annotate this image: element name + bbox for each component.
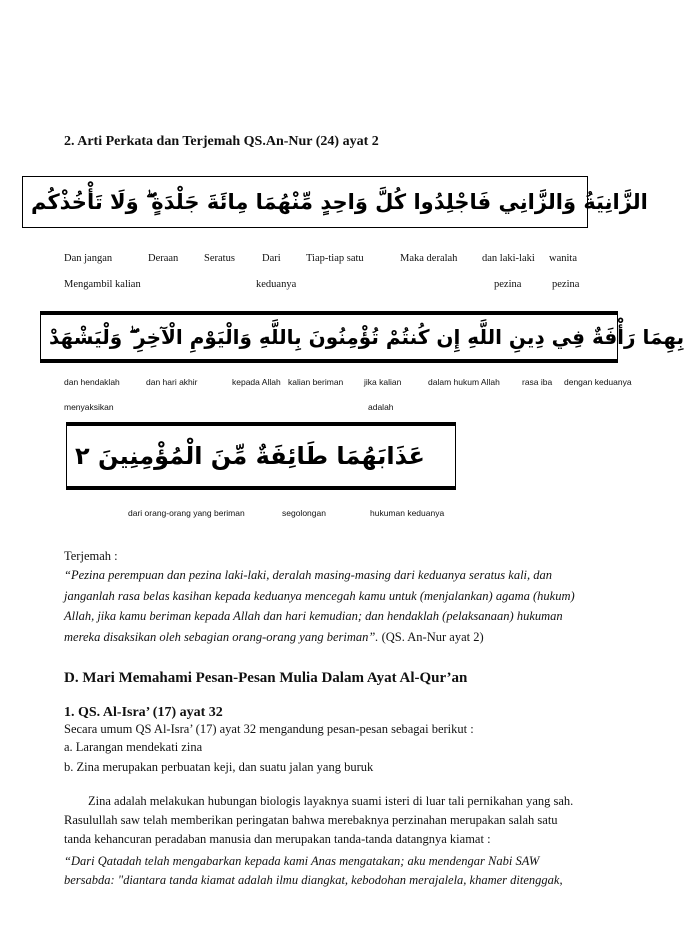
translation-label: Terjemah :	[64, 549, 118, 563]
list-item: a. Larangan mendekati zina	[64, 740, 203, 754]
body-paragraph	[64, 792, 599, 849]
word-meaning: Dan jangan	[64, 253, 113, 264]
intro-text: Secara umum QS Al-Isra’ (17) ayat 32 mengandung pesan-pesan sebagai berikut :	[64, 722, 474, 736]
translation-line-end: mereka disaksikan oleh sebagian orang-orang yang beriman”.	[64, 629, 379, 644]
word-meaning: Mengambil kalian	[64, 279, 141, 290]
word-meaning: dengan keduanya	[564, 377, 632, 387]
translation-line: “Pezina perempuan dan pezina laki-laki, deralah masing-masing dari keduanya seratus kali, dan	[64, 568, 553, 582]
arabic-verse-text: عَذَابَهُمَا طَائِفَةٌ مِّنَ الْمُؤْمِنِينَ ٢	[75, 442, 425, 470]
section-heading: D. Mari Memahami Pesan-Pesan Mulia Dalam Ayat Al-Qur’an	[64, 670, 468, 686]
word-meaning: adalah	[368, 402, 394, 412]
word-meaning: Dari	[262, 253, 281, 264]
paragraph-line: Zina adalah melakukan hubungan biologis layaknya suami isteri di luar tali pernikahan yang sah.	[88, 794, 574, 808]
word-meaning: hukuman keduanya	[370, 508, 445, 518]
hadith-line: bersabda: "diantara tanda kiamat adalah ilmu diangkat, kebodohan merajalela, khamer ditenggak,	[64, 873, 563, 887]
word-meaning: dari orang-orang yang beriman	[128, 508, 245, 518]
word-meaning: keduanya	[256, 279, 297, 290]
word-meaning: dan hendaklah	[64, 377, 120, 387]
word-meaning: segolongan	[282, 508, 326, 518]
hadith-line: “Dari Qatadah telah mengabarkan kepada kami Anas mengatakan; aku mendengar Nabi SAW	[64, 854, 540, 868]
word-meaning: Tiap-tiap satu	[306, 253, 364, 264]
word-meaning: rasa iba	[522, 377, 553, 387]
paragraph-line: Rasulullah saw telah memberikan peringatan bahwa merebaknya perzinahan merupakan salah satu	[64, 813, 558, 827]
word-meaning: jika kalian	[364, 377, 402, 387]
arabic-verse-strip-1	[22, 176, 648, 228]
hadith-quote	[64, 852, 599, 890]
word-meaning: Seratus	[204, 253, 235, 264]
translation-line: Allah, jika kamu beriman kepada Allah dan hari kemudian; dan hendaklah (pelaksanaan) hukuman	[64, 609, 563, 623]
word-meaning: Deraan	[148, 253, 179, 264]
word-meaning: pezina	[552, 279, 580, 290]
arabic-verse-strip-2	[40, 311, 685, 363]
word-meaning: dalam hukum Allah	[428, 377, 500, 387]
arabic-verse-text: الزَّانِيَةُ وَالزَّانِي فَاجْلِدُوا كُلَّ وَاحِدٍ مِّنْهُمَا مِائَةَ جَلْدَةٍ ۖ وَلَا تَأْخُذْكُم	[31, 189, 648, 214]
translation-text	[64, 565, 599, 647]
section-heading: 2. Arti Perkata dan Terjemah QS.An-Nur (24) ayat 2	[64, 134, 379, 149]
word-meaning: pezina	[494, 279, 522, 290]
subsection-heading: 1. QS. Al-Isra’ (17) ayat 32	[64, 705, 223, 720]
translation-line: janganlah rasa belas kasihan kepada keduanya mencegah kamu untuk (menjalankan) agama (hukum)	[64, 588, 575, 603]
word-meaning: menyaksikan	[64, 402, 114, 412]
paragraph-line: tanda kehancuran peradaban manusia dan merupakan tanda-tanda datangnya kiamat :	[64, 832, 491, 846]
word-meaning: dan laki-laki	[482, 253, 535, 264]
translation-line	[64, 627, 599, 648]
word-meaning: Maka deralah	[400, 253, 458, 264]
word-meaning: wanita	[549, 253, 577, 264]
arabic-verse-text: بِهِمَا رَأْفَةٌ فِي دِينِ اللَّهِ إِن كُنتُمْ تُؤْمِنُونَ بِاللَّهِ وَالْيَوْمِ الْآخِرِ ۖ وَلْيَشْهَدْ	[49, 325, 685, 349]
word-meaning: kalian beriman	[288, 377, 344, 387]
translation-source: (QS. An-Nur ayat 2)	[378, 629, 484, 644]
arabic-verse-strip-3	[66, 422, 456, 490]
word-meaning: kepada Allah	[232, 377, 281, 387]
list-item: b. Zina merupakan perbuatan keji, dan suatu jalan yang buruk	[64, 760, 374, 774]
word-meaning: dan hari akhir	[146, 377, 198, 387]
